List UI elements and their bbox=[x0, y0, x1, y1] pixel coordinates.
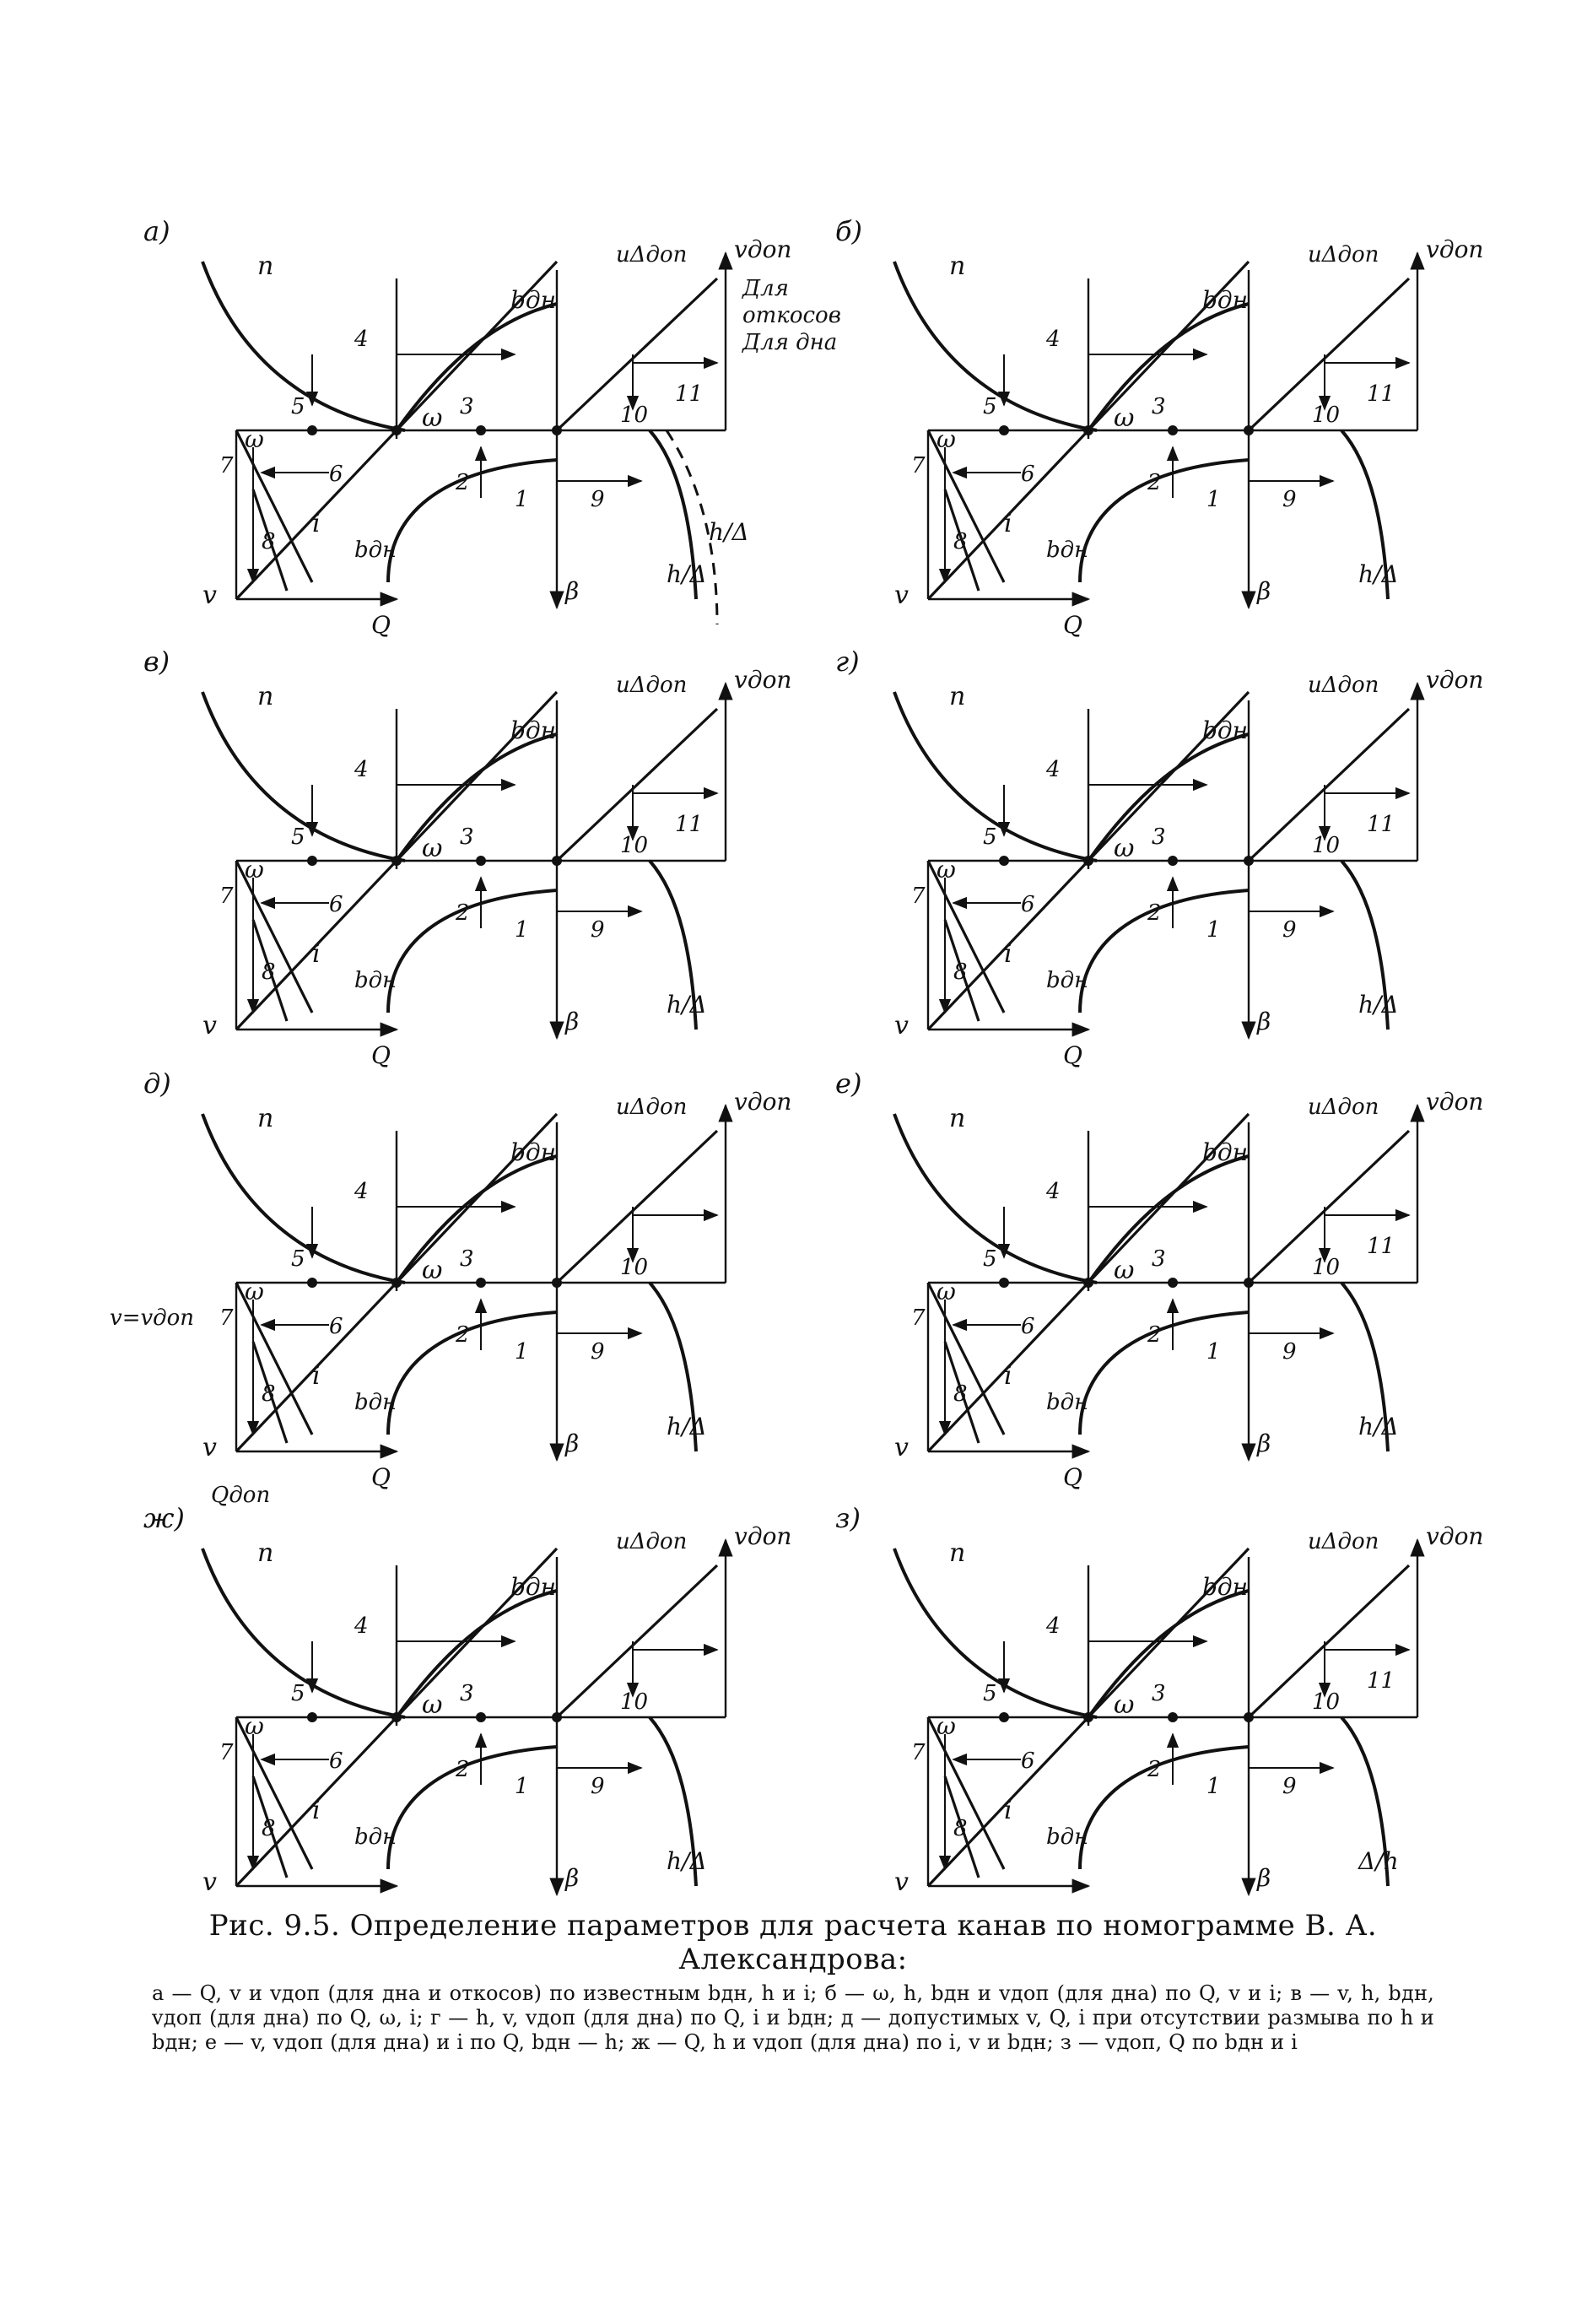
node-dot bbox=[476, 1712, 486, 1722]
step-number-8: 8 bbox=[953, 959, 968, 985]
step-number-11: 11 bbox=[675, 381, 704, 407]
bdn-lower-label: bдн bbox=[1046, 1390, 1089, 1415]
panel-d bbox=[110, 1067, 791, 1508]
node-dot bbox=[476, 856, 486, 866]
beta-label: β bbox=[1257, 1430, 1271, 1457]
step-number-3: 3 bbox=[1152, 824, 1166, 850]
bdn-label: bдн bbox=[1202, 1138, 1249, 1166]
panel-label: ж) bbox=[143, 1502, 185, 1534]
i-label: i bbox=[312, 939, 321, 969]
n-label: n bbox=[257, 251, 274, 281]
q-label: Q bbox=[1063, 1041, 1082, 1069]
step-number-10: 10 bbox=[620, 833, 649, 858]
extra-label: v=vдоп bbox=[110, 1305, 195, 1331]
panel-g bbox=[835, 646, 1483, 1069]
bdn-lower-curve bbox=[388, 1747, 557, 1869]
bdn-label: bдн bbox=[1202, 1573, 1249, 1601]
step-number-6: 6 bbox=[1021, 462, 1035, 487]
bdn-lower-label: bдн bbox=[1046, 538, 1089, 563]
bdn-lower-label: bдн bbox=[354, 1824, 397, 1850]
step-number-4: 4 bbox=[354, 1179, 369, 1204]
bdn-lower-label: bдн bbox=[354, 538, 397, 563]
step-number-7: 7 bbox=[219, 884, 234, 909]
omega-label: ω bbox=[422, 1690, 443, 1720]
step-number-6: 6 bbox=[1021, 1748, 1035, 1774]
bdn-label: bдн bbox=[1202, 286, 1249, 314]
omega-label: ω bbox=[1114, 403, 1135, 433]
step-number-10: 10 bbox=[1312, 1689, 1341, 1715]
node-dot bbox=[1168, 1712, 1178, 1722]
step-number-5: 5 bbox=[983, 824, 997, 850]
udop-label: uΔдоп bbox=[616, 673, 688, 698]
udop-label: uΔдоп bbox=[1308, 1094, 1379, 1120]
step-number-10: 10 bbox=[620, 403, 649, 428]
step-number-5: 5 bbox=[291, 394, 305, 419]
node-dot bbox=[391, 856, 402, 866]
step-number-1: 1 bbox=[1206, 487, 1221, 512]
step-number-5: 5 bbox=[983, 1681, 997, 1706]
omega-label: ω bbox=[422, 834, 443, 863]
bdn-lower-curve bbox=[1080, 890, 1249, 1013]
bdn-lower-curve bbox=[388, 890, 557, 1013]
node-dot bbox=[552, 1712, 562, 1722]
panel-label: г) bbox=[835, 646, 860, 678]
step-number-4: 4 bbox=[354, 1613, 369, 1639]
step-number-5: 5 bbox=[291, 824, 305, 850]
step-number-11: 11 bbox=[1367, 381, 1395, 407]
step-number-3: 3 bbox=[1152, 1246, 1166, 1272]
step-number-4: 4 bbox=[354, 327, 369, 352]
step-number-2: 2 bbox=[1147, 1757, 1162, 1782]
beta-label: β bbox=[565, 577, 580, 605]
v-label: v bbox=[202, 1011, 217, 1040]
node-dot bbox=[476, 425, 486, 435]
step-number-10: 10 bbox=[1312, 833, 1341, 858]
v-label: v bbox=[894, 1011, 909, 1040]
step-number-6: 6 bbox=[329, 1748, 343, 1774]
vdop-label: vдоп bbox=[734, 235, 792, 263]
step-number-9: 9 bbox=[591, 487, 605, 512]
beta-label: β bbox=[1257, 577, 1271, 605]
v-label: v bbox=[202, 1867, 217, 1897]
node-dot bbox=[1244, 1278, 1254, 1288]
step-number-6: 6 bbox=[329, 892, 343, 917]
bdn-label: bдн bbox=[510, 1573, 557, 1601]
step-number-6: 6 bbox=[1021, 892, 1035, 917]
step-number-4: 4 bbox=[1046, 757, 1061, 782]
i-label: i bbox=[312, 509, 321, 538]
omega-label: ω bbox=[422, 1256, 443, 1285]
step-number-9: 9 bbox=[591, 917, 605, 943]
v-label: v bbox=[202, 581, 217, 610]
vdop-label: vдоп bbox=[1426, 1522, 1484, 1550]
vdop-label: vдоп bbox=[1426, 1088, 1484, 1116]
q-label bbox=[371, 1898, 391, 1899]
step-number-6: 6 bbox=[1021, 1314, 1035, 1339]
bdn-label: bдн bbox=[510, 1138, 557, 1166]
bdn-lower-curve bbox=[1080, 1312, 1249, 1435]
h-delta-label: h/Δ bbox=[667, 560, 707, 588]
step-number-2: 2 bbox=[456, 1322, 470, 1348]
step-number-8: 8 bbox=[953, 529, 968, 554]
i-label: i bbox=[1004, 939, 1012, 969]
node-dot bbox=[552, 1278, 562, 1288]
step-number-4: 4 bbox=[1046, 327, 1061, 352]
figure-caption-title: Рис. 9.5. Определение параметров для расчета канав по номограмме В. А. Александрова: bbox=[208, 1909, 1378, 1976]
bdn-curve bbox=[1088, 734, 1249, 861]
q-label: Q bbox=[371, 1041, 391, 1069]
step-number-10: 10 bbox=[620, 1255, 649, 1280]
vdop-label: vдоп bbox=[734, 666, 792, 694]
step-number-7: 7 bbox=[911, 453, 926, 478]
node-dot bbox=[1168, 1278, 1178, 1288]
step-number-1: 1 bbox=[515, 1774, 529, 1799]
step-number-9: 9 bbox=[591, 1339, 605, 1365]
step-number-4: 4 bbox=[1046, 1179, 1061, 1204]
step-number-3: 3 bbox=[1152, 1681, 1166, 1706]
v-label: v bbox=[894, 1433, 909, 1462]
step-number-8: 8 bbox=[953, 1816, 968, 1841]
udop-label: uΔдоп bbox=[1308, 242, 1379, 268]
step-number-2: 2 bbox=[456, 900, 470, 926]
omega-label-left: ω bbox=[937, 1712, 956, 1740]
bdn-lower-label: bдн bbox=[354, 1390, 397, 1415]
bdn-label: bдн bbox=[510, 286, 557, 314]
node-dot bbox=[391, 425, 402, 435]
panel-b bbox=[835, 215, 1483, 639]
vdop-label: vдоп bbox=[734, 1522, 792, 1550]
step-number-11: 11 bbox=[675, 812, 704, 837]
step-number-5: 5 bbox=[291, 1246, 305, 1272]
bdn-label: bдн bbox=[510, 716, 557, 744]
node-dot bbox=[999, 856, 1009, 866]
step-number-2: 2 bbox=[1147, 470, 1162, 495]
step-number-1: 1 bbox=[1206, 917, 1221, 943]
step-number-2: 2 bbox=[1147, 1322, 1162, 1348]
step-number-9: 9 bbox=[1282, 1339, 1297, 1365]
step-number-8: 8 bbox=[262, 959, 276, 985]
step-number-9: 9 bbox=[1282, 917, 1297, 943]
i-label: i bbox=[1004, 1361, 1012, 1391]
step-number-7: 7 bbox=[911, 884, 926, 909]
step-number-1: 1 bbox=[515, 487, 529, 512]
bdn-curve bbox=[397, 304, 557, 430]
step-number-7: 7 bbox=[219, 1740, 234, 1765]
panel-label: в) bbox=[143, 646, 170, 678]
node-dot bbox=[1083, 1712, 1093, 1722]
step-number-2: 2 bbox=[1147, 900, 1162, 926]
udop-label: uΔдоп bbox=[616, 242, 688, 268]
v-label: v bbox=[202, 1433, 217, 1462]
omega-label-left: ω bbox=[245, 1712, 264, 1740]
h-delta-label: h/Δ bbox=[1358, 1413, 1399, 1440]
bdn-lower-curve bbox=[1080, 460, 1249, 582]
extra-label: Для bbox=[742, 276, 789, 301]
node-dot bbox=[307, 1712, 317, 1722]
h-delta-label: h/Δ bbox=[1358, 560, 1399, 588]
step-number-7: 7 bbox=[911, 1305, 926, 1331]
step-number-4: 4 bbox=[1046, 1613, 1061, 1639]
panel-label: е) bbox=[835, 1067, 862, 1100]
extra-label: откосов bbox=[742, 303, 841, 328]
step-number-1: 1 bbox=[1206, 1339, 1221, 1365]
node-dot bbox=[999, 1278, 1009, 1288]
bdn-lower-label: bдн bbox=[1046, 968, 1089, 993]
step-number-7: 7 bbox=[219, 1305, 234, 1331]
step-number-10: 10 bbox=[620, 1689, 649, 1715]
node-dot bbox=[1083, 856, 1093, 866]
node-dot bbox=[552, 425, 562, 435]
node-dot bbox=[476, 1278, 486, 1288]
step-number-8: 8 bbox=[262, 1816, 276, 1841]
node-dot bbox=[1168, 856, 1178, 866]
node-dot bbox=[307, 425, 317, 435]
beta-label: β bbox=[1257, 1864, 1271, 1892]
step-number-3: 3 bbox=[460, 394, 474, 419]
node-dot bbox=[999, 425, 1009, 435]
omega-label-left: ω bbox=[245, 1278, 264, 1305]
panel-label: д) bbox=[143, 1067, 171, 1100]
bdn-lower-curve bbox=[388, 460, 557, 582]
node-dot bbox=[999, 1712, 1009, 1722]
v-label: v bbox=[894, 1867, 909, 1897]
bdn-curve bbox=[397, 1156, 557, 1283]
step-number-5: 5 bbox=[291, 1681, 305, 1706]
panel-v bbox=[143, 646, 791, 1069]
beta-label: β bbox=[1257, 1008, 1271, 1035]
n-label: n bbox=[949, 682, 966, 711]
step-number-11: 11 bbox=[1367, 812, 1395, 837]
step-number-9: 9 bbox=[591, 1774, 605, 1799]
n-label: n bbox=[949, 1538, 966, 1568]
i-label: i bbox=[1004, 509, 1012, 538]
step-number-10: 10 bbox=[1312, 403, 1341, 428]
q-label bbox=[1063, 1898, 1082, 1899]
panel-label: а) bbox=[143, 215, 170, 247]
figure-caption-body: а — Q, v и vдоп (для дна и откосов) по известным bдн, h и i; б — ω, h, bдн и vдоп (для дна) по Q, v и i; в — v, h, bдн, vдоп (для дна) по Q, ω, i; г — h, v, vдоп (для дна) по Q, i и bдн; д — допустимых v, Q, i при отсутствии размыва по h и bдн; е — v, vдоп (для дна) и i по Q, bдн — h; ж — Q, h и vдоп (для дна) по i, v и bдн; з — vдоп, Q по bдн и i bbox=[152, 1981, 1434, 2054]
node-dot bbox=[1244, 425, 1254, 435]
step-number-8: 8 bbox=[953, 1381, 968, 1407]
step-number-6: 6 bbox=[329, 1314, 343, 1339]
udop-label: uΔдоп bbox=[1308, 1529, 1379, 1554]
omega-label-left: ω bbox=[937, 856, 956, 884]
udop-label: uΔдоп bbox=[616, 1094, 688, 1120]
bdn-lower-label: bдн bbox=[1046, 1824, 1089, 1850]
step-number-3: 3 bbox=[460, 1681, 474, 1706]
n-label: n bbox=[949, 1104, 966, 1133]
omega-label: ω bbox=[1114, 834, 1135, 863]
step-number-8: 8 bbox=[262, 529, 276, 554]
omega-label: ω bbox=[422, 403, 443, 433]
step-number-3: 3 bbox=[1152, 394, 1166, 419]
node-dot bbox=[307, 1278, 317, 1288]
vdop-label: vдоп bbox=[1426, 235, 1484, 263]
node-dot bbox=[1244, 1712, 1254, 1722]
step-number-1: 1 bbox=[1206, 1774, 1221, 1799]
extra-label: Qдоп bbox=[211, 1483, 271, 1508]
h-delta-label: h/Δ bbox=[1358, 991, 1399, 1019]
node-dot bbox=[391, 1278, 402, 1288]
i-label: i bbox=[312, 1796, 321, 1825]
n-label: n bbox=[257, 1538, 274, 1568]
panel-zh bbox=[143, 1502, 791, 1899]
bdn-curve bbox=[1088, 1591, 1249, 1717]
omega-label: ω bbox=[1114, 1256, 1135, 1285]
q-label: Q bbox=[1063, 611, 1082, 639]
panel-label: з) bbox=[835, 1502, 861, 1534]
panel-label: б) bbox=[835, 215, 863, 247]
q-label: Q bbox=[1063, 1463, 1082, 1491]
udop-label: uΔдоп bbox=[1308, 673, 1379, 698]
step-number-8: 8 bbox=[262, 1381, 276, 1407]
step-number-5: 5 bbox=[983, 1246, 997, 1272]
q-label: Q bbox=[371, 1463, 391, 1491]
omega-label-left: ω bbox=[245, 856, 264, 884]
udop-label: uΔдоп bbox=[616, 1529, 688, 1554]
n-label: n bbox=[257, 1104, 274, 1133]
bdn-curve bbox=[397, 1591, 557, 1717]
step-number-9: 9 bbox=[1282, 1774, 1297, 1799]
step-number-1: 1 bbox=[515, 917, 529, 943]
h-delta-label: Δ/h bbox=[1358, 1847, 1399, 1875]
node-dot bbox=[391, 1712, 402, 1722]
step-number-11: 11 bbox=[1367, 1668, 1395, 1694]
bdn-curve bbox=[397, 734, 557, 861]
step-number-7: 7 bbox=[219, 453, 234, 478]
node-dot bbox=[552, 856, 562, 866]
step-number-9: 9 bbox=[1282, 487, 1297, 512]
node-dot bbox=[1083, 1278, 1093, 1288]
node-dot bbox=[1244, 856, 1254, 866]
panel-e bbox=[835, 1067, 1483, 1491]
step-number-2: 2 bbox=[456, 470, 470, 495]
vdop-label: vдоп bbox=[734, 1088, 792, 1116]
i-label: i bbox=[1004, 1796, 1012, 1825]
bdn-curve bbox=[1088, 304, 1249, 430]
q-label: Q bbox=[371, 611, 391, 639]
n-label: n bbox=[257, 682, 274, 711]
step-number-1: 1 bbox=[515, 1339, 529, 1365]
bdn-label: bдн bbox=[1202, 716, 1249, 744]
h-delta-label: h/Δ bbox=[667, 1847, 707, 1875]
h-delta-label: h/Δ bbox=[667, 1413, 707, 1440]
bdn-lower-curve bbox=[1080, 1747, 1249, 1869]
beta-label: β bbox=[565, 1430, 580, 1457]
n-label: n bbox=[949, 251, 966, 281]
step-number-3: 3 bbox=[460, 824, 474, 850]
panel-z bbox=[835, 1502, 1483, 1899]
i-label: i bbox=[312, 1361, 321, 1391]
beta-label: β bbox=[565, 1008, 580, 1035]
extra-label: Для дна bbox=[742, 330, 838, 355]
step-number-5: 5 bbox=[983, 394, 997, 419]
bdn-lower-label: bдн bbox=[354, 968, 397, 993]
step-number-2: 2 bbox=[456, 1757, 470, 1782]
bdn-curve bbox=[1088, 1156, 1249, 1283]
step-number-11: 11 bbox=[1367, 1234, 1395, 1259]
omega-label: ω bbox=[1114, 1690, 1135, 1720]
node-dot bbox=[1083, 425, 1093, 435]
vdop-label: vдоп bbox=[1426, 666, 1484, 694]
node-dot bbox=[1168, 425, 1178, 435]
step-number-3: 3 bbox=[460, 1246, 474, 1272]
step-number-10: 10 bbox=[1312, 1255, 1341, 1280]
step-number-4: 4 bbox=[354, 757, 369, 782]
h-delta-label-2: h/Δ bbox=[709, 518, 749, 546]
omega-label-left: ω bbox=[937, 1278, 956, 1305]
panel-a bbox=[143, 215, 841, 639]
v-label: v bbox=[894, 581, 909, 610]
node-dot bbox=[307, 856, 317, 866]
omega-label-left: ω bbox=[937, 425, 956, 453]
beta-label: β bbox=[565, 1864, 580, 1892]
h-delta-label: h/Δ bbox=[667, 991, 707, 1019]
bdn-lower-curve bbox=[388, 1312, 557, 1435]
step-number-7: 7 bbox=[911, 1740, 926, 1765]
step-number-6: 6 bbox=[329, 462, 343, 487]
omega-label-left: ω bbox=[245, 425, 264, 453]
